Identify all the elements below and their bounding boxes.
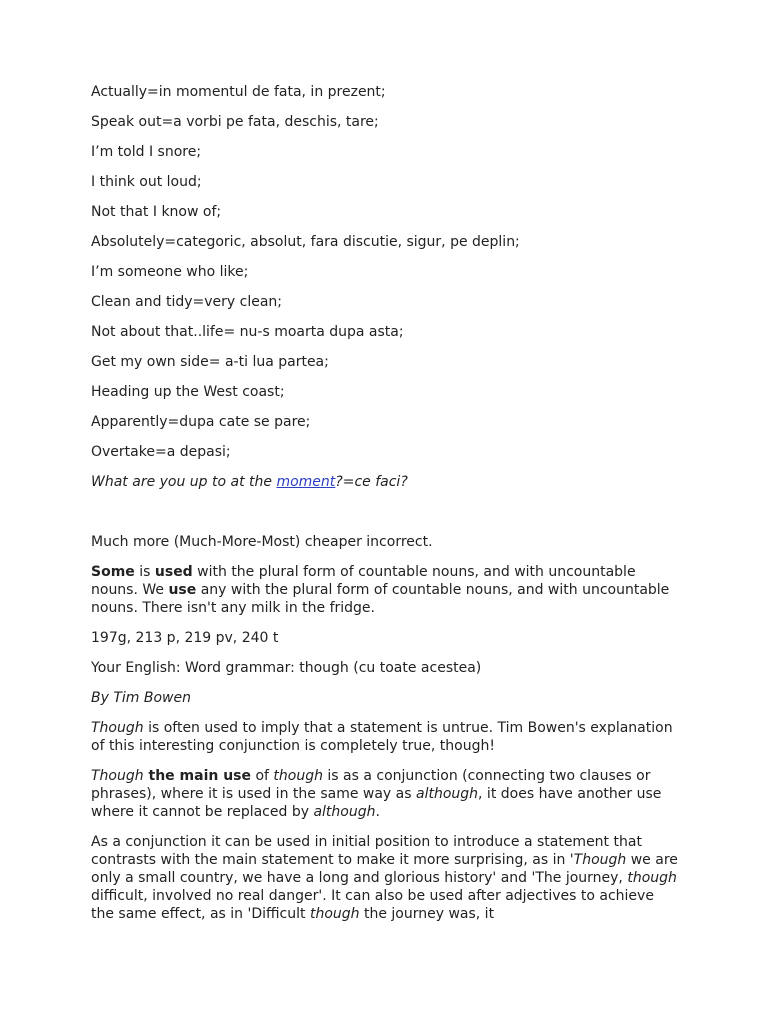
vocab-line: Get my own side= a-ti lua partea; — [91, 354, 329, 370]
question-text: What are you up to at the — [91, 474, 277, 490]
though-term: though — [273, 768, 323, 784]
moment-link[interactable]: moment — [276, 474, 336, 490]
main-use-paragraph — [91, 767, 681, 821]
though-term: Though — [91, 768, 144, 784]
paragraph-text: is — [134, 564, 155, 580]
paragraph-text: , it does have another use where it cannot be replaced by — [91, 786, 662, 820]
vocab-line: Not about that..life= nu-s moarta dupa asta; — [91, 324, 404, 340]
vocab-line: Speak out=a vorbi pe fata, deschis, tare; — [91, 114, 379, 130]
paragraph-text: any with the plural form of countable nouns, and with uncountable nouns. There isn't any milk in the fridge. — [91, 582, 670, 616]
use-term: use — [168, 582, 197, 598]
vocab-line: Not that I know of; — [91, 204, 222, 220]
paragraph-text: . — [375, 804, 380, 820]
paragraph-text: with the plural form of countable nouns, and with uncountable nouns. We — [91, 564, 636, 598]
vocab-line: Absolutely=categoric, absolut, fara discutie, sigur, pe deplin; — [91, 234, 520, 250]
paragraph-text: As a conjunction it can be used in initial position to introduce a statement that contrasts with the main statement to make it more surprising, as in ' — [91, 834, 642, 868]
byline: By Tim Bowen — [91, 690, 191, 706]
much-more-line: Much more (Much-More-Most) cheaper incorrect. — [91, 534, 433, 550]
spacer — [91, 503, 691, 533]
vocab-line: I think out loud; — [91, 174, 202, 190]
vocab-line: I’m someone who like; — [91, 264, 249, 280]
main-use-heading: the main use — [143, 768, 251, 784]
paragraph-text: is often used to imply that a statement is untrue. Tim Bowen's explanation of this interesting conjunction is completely true, though! — [91, 720, 673, 754]
although-term: although — [313, 804, 376, 820]
paragraph-text: of — [251, 768, 274, 784]
paragraph-text: we are only a small country, we have a long and glorious history' and 'The journey, — [91, 852, 678, 886]
question-line — [91, 473, 691, 491]
vocab-line: Actually=in momentul de fata, in prezent; — [91, 84, 386, 100]
intro-paragraph — [91, 719, 681, 755]
though-term: Though — [91, 720, 144, 736]
though-term: Though — [573, 852, 627, 868]
though-term: though — [309, 906, 360, 922]
vocab-line: Apparently=dupa cate se pare; — [91, 414, 311, 430]
some-term: Some — [91, 564, 135, 580]
question-translation: ?=ce faci? — [335, 474, 408, 490]
though-term: though — [627, 870, 677, 886]
some-any-paragraph — [91, 563, 681, 617]
vocab-line: Clean and tidy=very clean; — [91, 294, 283, 310]
vocab-line: I’m told I snore; — [91, 144, 202, 160]
paragraph-text: is as a conjunction (connecting two clauses or phrases), where it is used in the same way as — [91, 768, 651, 802]
paragraph-text: difficult, involved no real danger'. It can also be used after adjectives to achieve the same effect, as in 'Difficult — [91, 888, 654, 922]
although-term: although — [416, 786, 479, 802]
paragraph-text: the journey was, it — [359, 906, 495, 922]
vocab-line: Overtake=a depasi; — [91, 444, 231, 460]
used-term: used — [154, 564, 193, 580]
vocab-line: Heading up the West coast; — [91, 384, 285, 400]
conjunction-paragraph — [91, 833, 681, 922]
document-page — [91, 83, 691, 922]
page-references: 197g, 213 p, 219 pv, 240 t — [91, 630, 279, 646]
article-title: Your English: Word grammar: though (cu toate acestea) — [91, 660, 482, 676]
